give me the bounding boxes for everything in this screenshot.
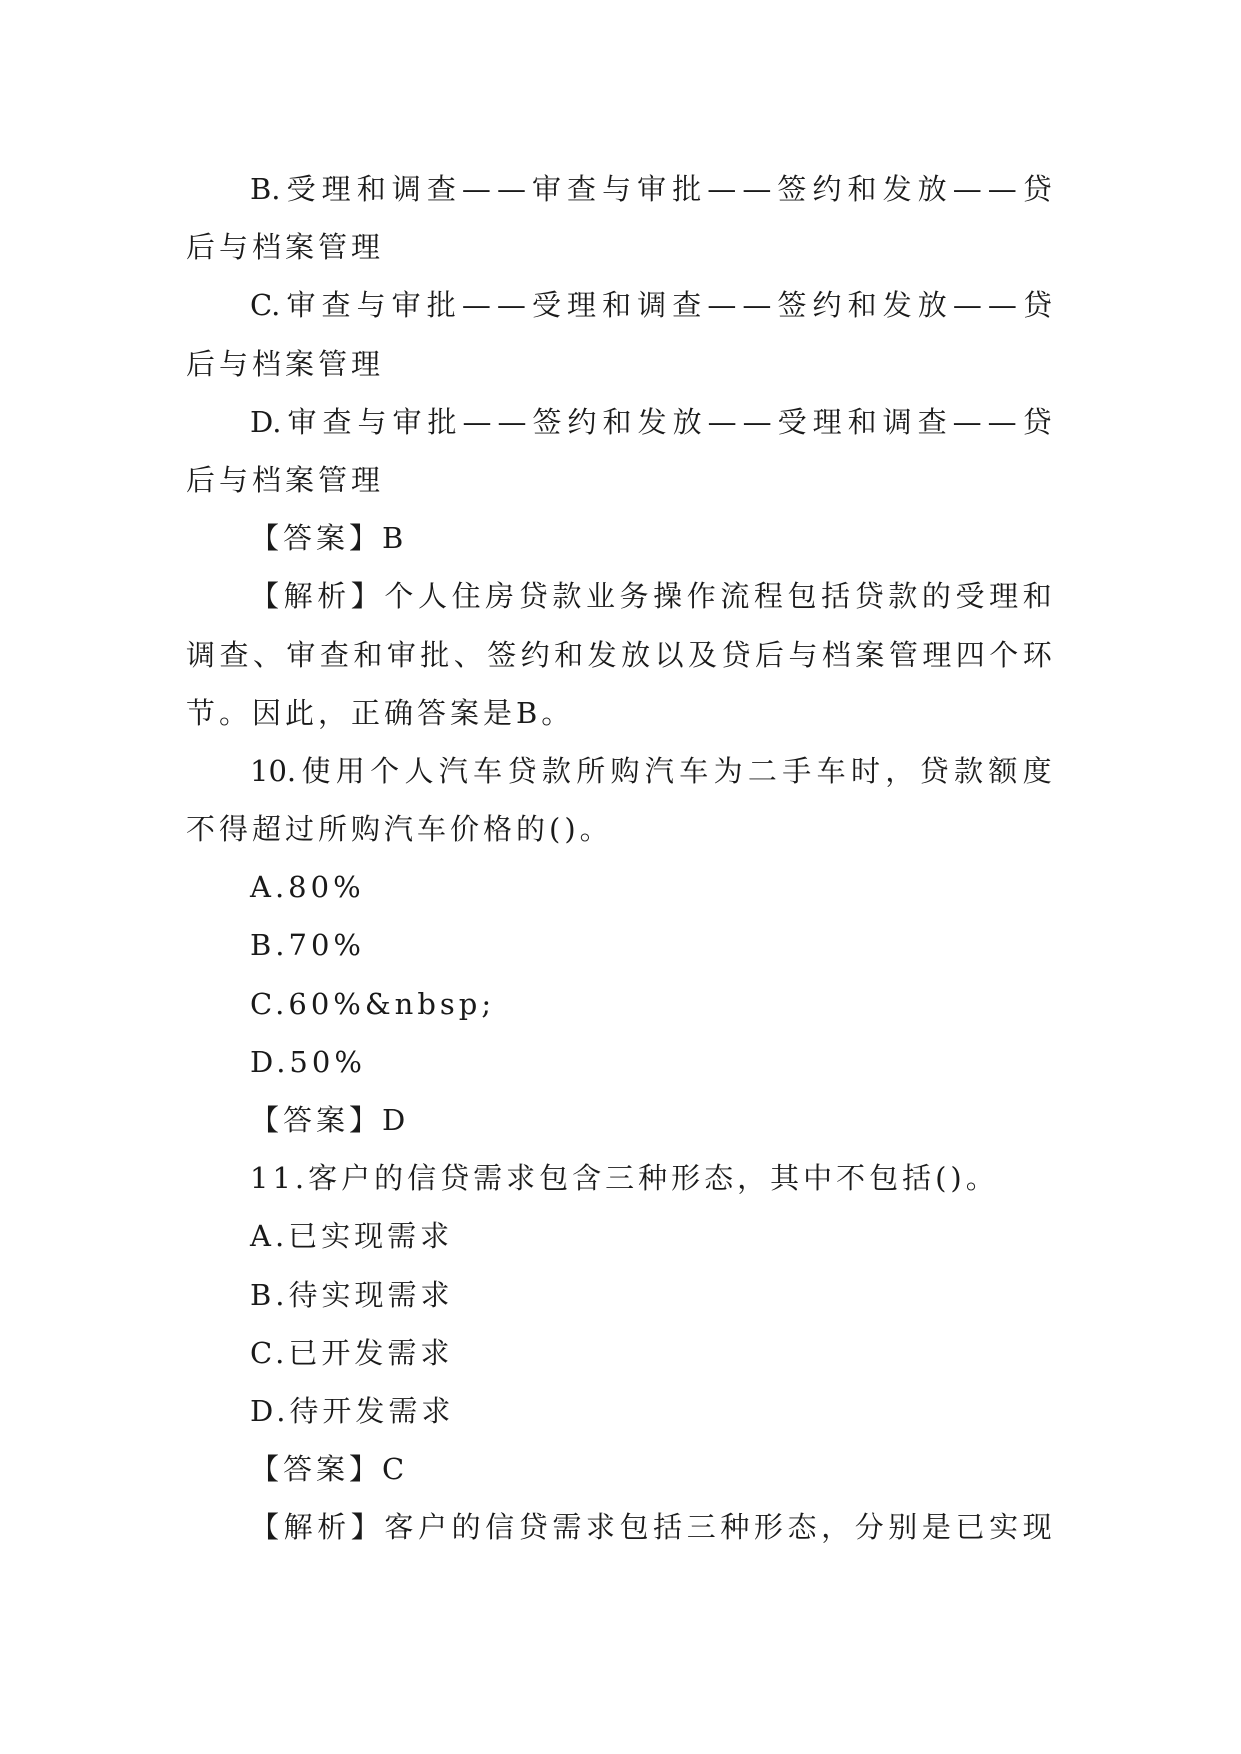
q11-option-b: B.待实现需求 — [250, 1277, 454, 1312]
document-body — [186, 160, 1052, 1557]
q10-option-c: C.60%&nbsp; — [250, 986, 496, 1021]
explanation-q9-line-3: 节。因此，正确答案是B。 — [186, 695, 575, 730]
option-d-line-1: D. 审 查 与 审 批 — — 签 约 和 发 放 — — 受 理 和 调 查 — — 贷 — [250, 404, 1052, 439]
option-c-line-1: C. 审 查 与 审 批 — — 受 理 和 调 查 — — 签 约 和 发 放 — — 贷 — [250, 288, 1052, 323]
q10-option-b: B.70% — [250, 928, 365, 963]
answer-q11: 【答案】C — [250, 1452, 409, 1487]
answer-q10: 【答案】D — [250, 1103, 410, 1137]
question-10-line-1: 10. 使 用 个 人 汽 车 贷 款 所 购 汽 车 为 二 手 车 时 ， 贷 款 额 度 — [250, 753, 1052, 788]
option-d-line-2: 后与档案管理 — [186, 462, 385, 497]
option-c-line-2: 后与档案管理 — [186, 346, 385, 381]
answer-q9: 【答案】B — [250, 521, 408, 556]
option-b-line-2: 后与档案管理 — [186, 230, 385, 265]
explanation-q9-line-1: 【 解 析 】 个 人 住 房 贷 款 业 务 操 作 流 程 包 括 贷 款 的 受 理 和 — [250, 579, 1052, 614]
option-b-line-1: B. 受 理 和 调 查 — — 审 查 与 审 批 — — 签 约 和 发 放 — — 贷 — [250, 172, 1052, 206]
q10-option-a: A.80% — [250, 870, 365, 905]
q10-option-d: D.50% — [250, 1044, 366, 1079]
question-10-line-2: 不得超过所购汽车价格的()。 — [186, 812, 613, 847]
q11-option-d: D.待开发需求 — [250, 1393, 455, 1428]
explanation-q11-line-1: 【 解 析 】 客 户 的 信 贷 需 求 包 括 三 种 形 态 ， 分 别 是 已 实 现 — [250, 1510, 1052, 1545]
explanation-q9-line-2: 调 查 、 审 查 和 审 批 、 签 约 和 发 放 以 及 贷 后 与 档 案 管 理 四 个 环 — [186, 637, 1052, 672]
question-11: 11.客户的信贷需求包含三种形态，其中不包括()。 — [250, 1161, 999, 1196]
q11-option-c: C.已开发需求 — [250, 1335, 454, 1370]
q11-option-a: A.已实现需求 — [250, 1219, 454, 1254]
